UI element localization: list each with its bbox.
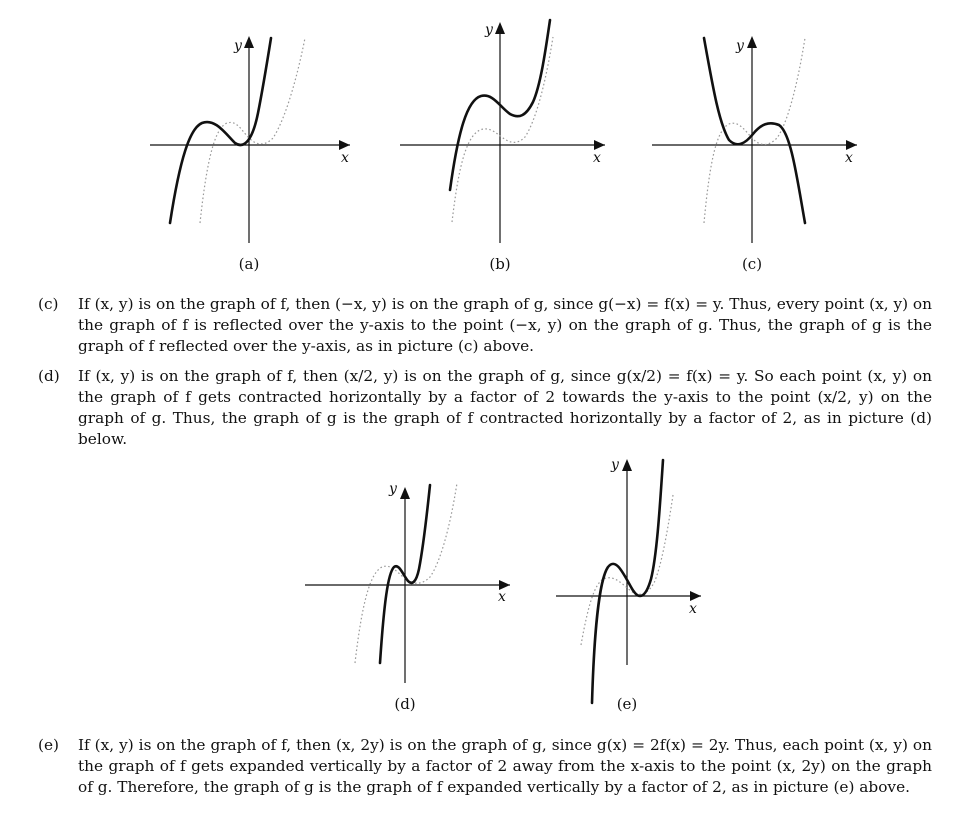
paragraph-e [38,735,932,798]
caption-b: (b) [489,255,511,273]
graph-e [551,455,711,710]
graph-c-plot [647,18,867,253]
transformed-curve-g [170,38,271,223]
caption-d: (d) [394,695,416,713]
original-curve-f [452,37,553,222]
x-axis-label: x [341,150,349,166]
transformed-curve-g [704,38,805,223]
graph-d [300,473,520,693]
y-axis-arrow-icon [622,459,632,471]
y-axis-arrow-icon [495,22,505,34]
graph-a-plot [145,18,365,253]
y-axis-label: y [234,38,242,54]
x-axis-arrow-icon [846,140,857,150]
x-axis-arrow-icon [594,140,605,150]
y-axis-label: y [736,38,744,54]
graph-e-plot [551,455,711,710]
paragraph-c-text: If (x, y) is on the graph of f, then (−x, y) is on the graph of g, since g(−x) = f(x) = y. Thus, every point (x, y) on the graph of f is reflected over the y-axis to the point (−x, y) on the graph of g. Thus, the graph of g is the graph of f reflected over the y-axis, as in picture (c) above. [78,295,932,355]
y-axis-label: y [389,481,397,497]
y-axis-arrow-icon [747,36,757,48]
graph-b [395,12,615,253]
graph-c [647,18,867,253]
x-axis-label: x [689,601,697,617]
original-curve-f [355,483,457,663]
paragraph-e-text: If (x, y) is on the graph of f, then (x, 2y) is on the graph of g, since g(x) = 2f(x) = 2y. Thus, each point (x, y) on the graph of f gets expanded vertically by a factor of 2 away from the x-axis to the point (x, 2y) on the graph of g. Therefore, the graph of g is the graph of f expanded vertically by a factor of 2, as in picture (e) above. [78,736,932,796]
x-axis-label: x [845,150,853,166]
paragraph-d [38,366,932,450]
x-axis-arrow-icon [690,591,701,601]
caption-a: (a) [238,255,260,273]
paragraph-c [38,294,932,357]
graph-a [145,18,365,253]
paragraph-d-text: If (x, y) is on the graph of f, then (x/2, y) is on the graph of g, since g(x/2) = f(x) = y. So each point (x, y) on the graph of f gets contracted horizontally by a factor of 2 towards the y-axis to the point (x/2, y) on the graph of g. Thus, the graph of g is the graph of f contracted horizontally by a factor of 2, as in picture (d) below. [78,367,932,448]
paragraph-d-label: (d) [38,367,60,385]
paragraph-e-label: (e) [38,736,59,754]
x-axis-arrow-icon [339,140,350,150]
x-axis-label: x [593,150,601,166]
y-axis-label: y [485,22,493,38]
graph-d-plot [300,473,520,693]
graph-b-plot [395,12,615,253]
y-axis-label: y [611,457,619,473]
x-axis-label: x [498,589,506,605]
y-axis-arrow-icon [400,487,410,499]
paragraph-c-label: (c) [38,295,59,313]
caption-c: (c) [741,255,763,273]
y-axis-arrow-icon [244,36,254,48]
caption-e: (e) [616,695,638,713]
